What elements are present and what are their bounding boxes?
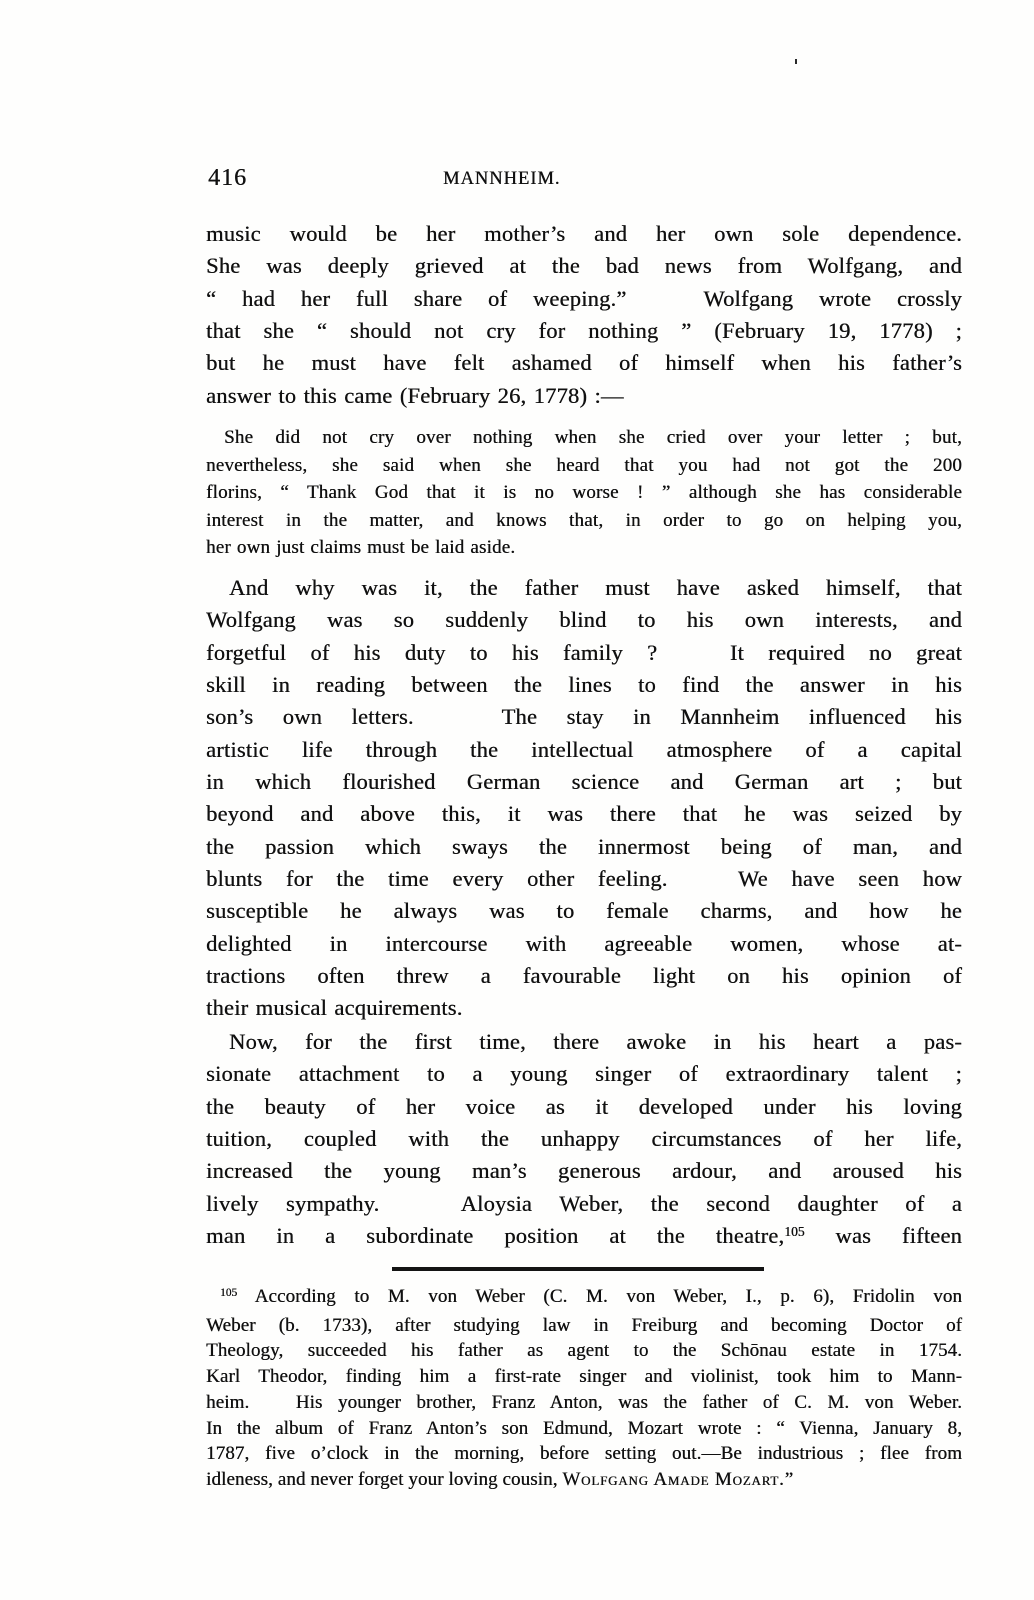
- body-paragraph-2: [206, 572, 962, 1025]
- text-line: florins, “ Thank God that it is no worse ! ” although she has considerable: [206, 482, 962, 503]
- text-line: beyond and above this, it was there that he was seized by: [206, 801, 962, 827]
- body-paragraph-continuation: [206, 218, 962, 412]
- text-line: 1787, five o’clock in the morning, before setting out.—Be industrious ; flee from: [206, 1443, 962, 1465]
- text-line: She was deeply grieved at the bad news from Wolfgang, and: [206, 253, 962, 279]
- text-segment: was fifteen: [804, 1223, 963, 1249]
- text-line: interest in the matter, and knows that, in order to go on helping you,: [206, 509, 962, 531]
- running-header: MANNHEIM.: [443, 169, 561, 189]
- text-line: [206, 1220, 962, 1255]
- text-line: sionate attachment to a young singer of extraordinary talent ;: [206, 1061, 962, 1087]
- text-line: susceptible he always was to female charms, and how he: [206, 898, 962, 924]
- body-paragraph-3: [206, 1026, 962, 1255]
- text-line: She did not cry over nothing when she cried over your letter ; but,: [224, 427, 962, 448]
- text-line: lively sympathy. Aloysia Weber, the second daughter of a: [206, 1190, 962, 1216]
- text-line: nevertheless, she said when she heard that you had not got the 200: [206, 454, 962, 476]
- text-line: answer to this came (February 26, 1778) :—: [206, 382, 624, 408]
- text-line: [206, 1284, 962, 1313]
- text-line: music would be her mother’s and her own sole dependence.: [206, 221, 962, 246]
- text-line: son’s own letters. The stay in Mannheim influenced his: [206, 704, 962, 730]
- text-line: heim. His younger brother, Franz Anton, was the father of C. M. von Weber.: [206, 1391, 962, 1413]
- block-quote-letter-excerpt: [206, 424, 962, 562]
- text-line: In the album of Franz Anton’s son Edmund, Mozart wrote : “ Vienna, January 8,: [206, 1417, 962, 1439]
- text-segment: ”: [784, 1468, 794, 1490]
- footnote-reference: 105: [784, 1224, 805, 1240]
- text-line: Wolfgang was so suddenly blind to his own interests, and: [206, 607, 962, 633]
- text-line: the beauty of her voice as it developed under his loving: [206, 1093, 962, 1119]
- text-line: And why was it, the father must have asked himself, that: [229, 575, 962, 600]
- text-line: increased the young man’s generous ardour, and aroused his: [206, 1158, 962, 1184]
- text-segment: man in a subordinate position at the theatre,: [206, 1223, 785, 1249]
- page-header: [206, 165, 962, 201]
- text-line: Theology, succeeded his father as agent to the Schōnau estate in 1754.: [206, 1340, 962, 1362]
- text-line: the passion which sways the innermost being of man, and: [206, 833, 962, 859]
- text-line: their musical acquirements.: [206, 995, 463, 1021]
- text-line: skill in reading between the lines to find the answer in his: [206, 672, 962, 698]
- text-line: Karl Theodor, finding him a first-rate singer and violinist, took him to Mann-: [206, 1366, 962, 1388]
- footnote-reference: 105: [220, 1287, 238, 1300]
- text-line: artistic life through the intellectual atmosphere of a capital: [206, 736, 962, 762]
- footnote-block: [206, 1284, 962, 1493]
- text-line: forgetful of his duty to his family ? It required no great: [206, 639, 962, 665]
- text-line: that she “ should not cry for nothing ” (February 19, 1778) ;: [206, 318, 962, 344]
- text-line: delighted in intercourse with agreeable women, whose at-: [206, 930, 962, 956]
- text-line: Weber (b. 1733), after studying law in Freiburg and becoming Doctor of: [206, 1314, 962, 1336]
- text-line: in which flourished German science and German art ; but: [206, 769, 962, 795]
- text-line: blunts for the time every other feeling. We have seen how: [206, 866, 962, 892]
- text-line: tuition, coupled with the unhappy circumstances of her life,: [206, 1126, 962, 1152]
- text-line: [206, 1467, 962, 1493]
- footnote-separator-rule: [392, 1267, 764, 1271]
- text-line: but he must have felt ashamed of himself when his father’s: [206, 350, 962, 376]
- text-segment: idleness, and never forget your loving cousin,: [206, 1468, 563, 1490]
- text-line: her own just claims must be laid aside.: [206, 537, 516, 558]
- text-line: “ had her full share of weeping.” Wolfgang wrote crossly: [206, 285, 962, 311]
- text-line: Now, for the first time, there awoke in his heart a pas-: [229, 1029, 962, 1054]
- text-segment: According to M. von Weber (C. M. von Weber, I., p. 6), Fridolin von: [237, 1286, 962, 1307]
- smallcaps-name: Wolfgang Amade Mozart.: [562, 1468, 785, 1490]
- page-number: 416: [208, 165, 247, 191]
- text-line: tractions often threw a favourable light on his opinion of: [206, 963, 962, 989]
- print-speck: [795, 59, 797, 64]
